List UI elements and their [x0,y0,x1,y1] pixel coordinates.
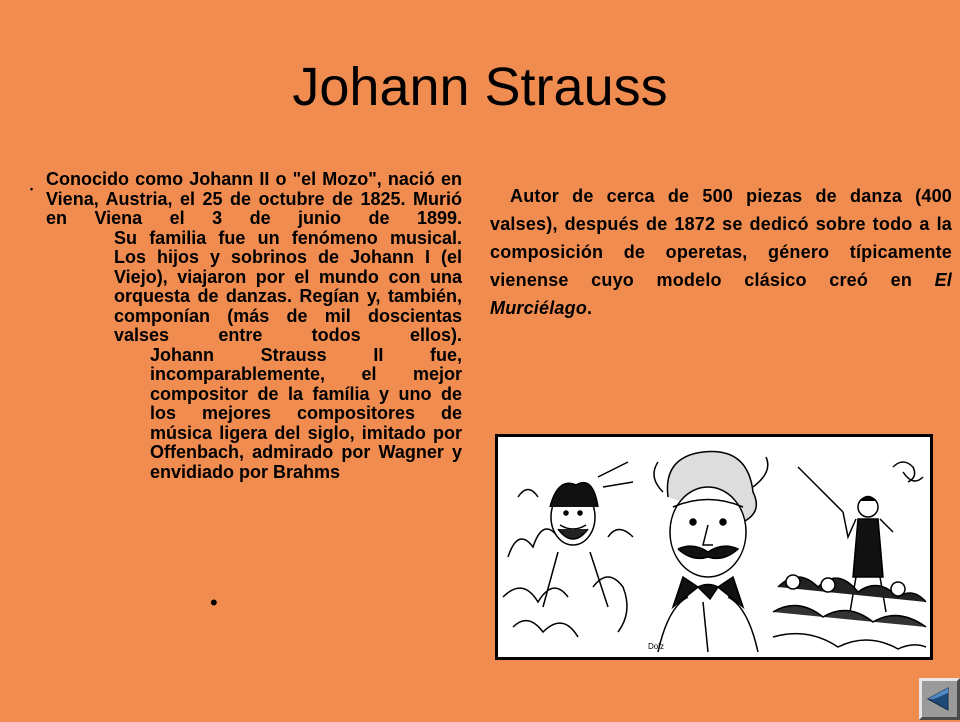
caricature-panel-conductor [773,462,926,649]
works-text-end: . [587,298,593,318]
artist-signature: Dolz [648,642,665,651]
caricature-drawings [498,437,930,657]
previous-slide-button[interactable] [919,678,960,720]
caricature-panel-crowd [503,462,633,637]
empty-bullet-icon: • [210,590,218,615]
biography-text [46,170,462,482]
works-paragraph [490,182,952,322]
slide-title: Johann Strauss [292,57,668,117]
caricature-image [495,434,933,660]
caricature-panel-portrait [654,452,768,653]
operetta-title: El Murciélago [490,270,952,318]
biography-paragraph-birth: Conocido como Johann II o "el Mozo", nació en Viena, Austria, el 25 de octubre de 1825. Murió en Viena el 3 de junio de 1899. [46,169,462,228]
biography-column [24,170,462,482]
biography-paragraph-legacy: Johann Strauss II fue, incomparablemente, el mejor compositor de la família y uno de los mejores compositores de música ligera del siglo, imitado por Offenbach, admirado por Wagner y envidiado por Brahms [150,344,462,482]
works-text: Autor de cerca de 500 piezas de danza (400 valses), después de 1872 se dedicó sobre todo a la composición de operetas, género típicamente vienense cuyo modelo clásico creó en [490,186,952,290]
triangle-left-icon [922,681,957,717]
biography-paragraph-family: Su familia fue un fenómeno musical. Los hijos y sobrinos de Johann I (el Viejo), viajaron por el mundo con una orquesta de danzas. Regían y, también, componían (más de mil doscientas valses entre todos ellos). [114,227,462,345]
bullet-icon: • [30,184,34,194]
